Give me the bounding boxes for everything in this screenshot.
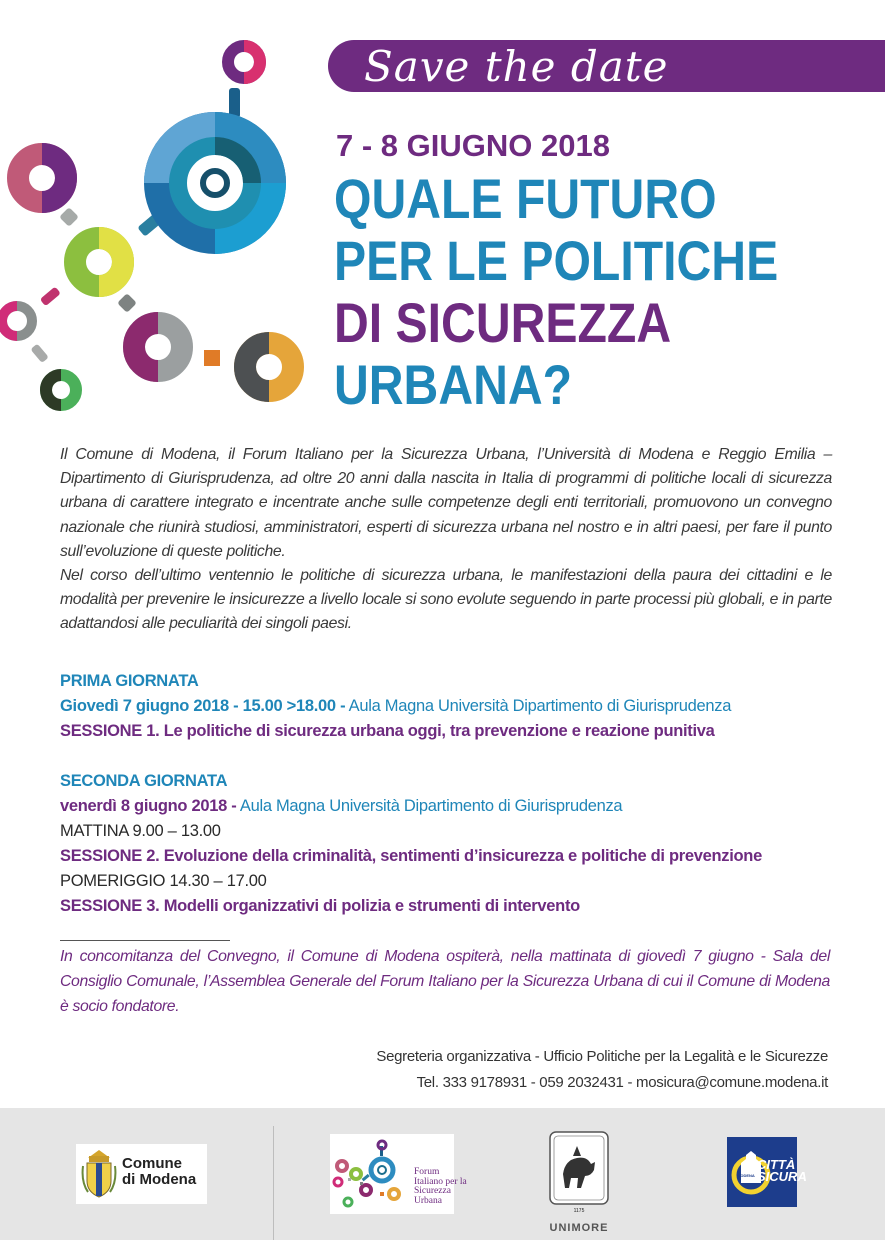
citta-logo-line: CITTÀ <box>757 1157 796 1172</box>
forum-logo-line: Urbana <box>414 1195 442 1206</box>
citta-logo-text <box>757 1159 807 1183</box>
citta-logo-line: SICURA <box>757 1169 807 1184</box>
unimore-text: UNIMORE <box>549 1222 609 1234</box>
divider <box>60 940 230 941</box>
day1-heading: PRIMA GIORNATA <box>60 672 199 690</box>
day1-schedule <box>60 669 860 744</box>
session1: SESSIONE 1. Le politiche di sicurezza urbana oggi, tra prevenzione e reazione punitiva <box>60 722 715 740</box>
day2-when-where <box>60 794 860 819</box>
event-title-line: QUALE FUTURO <box>334 167 717 230</box>
secretariat <box>376 1044 828 1096</box>
comune-logo-line: Comune <box>122 1155 182 1172</box>
day2-schedule <box>60 769 860 919</box>
forum-logo-text <box>414 1168 467 1206</box>
day1-where: Aula Magna Università Dipartimento di Giurisprudenza <box>348 697 732 715</box>
comune-logo-text <box>122 1156 196 1188</box>
intro-paragraph: Nel corso dell’ultimo ventennio le politiche di sicurezza urbana, le manifestazioni della paura dei cittadini e le modalità per prevenire le insicurezze a livello locale si sono evolute seguendo in parte processi più globali, e in parte adattandosi alle peculiarità dei singoli paesi. <box>60 567 832 633</box>
session3: SESSIONE 3. Modelli organizzativi di polizia e strumenti di intervento <box>60 897 580 915</box>
forum-logo-line: Forum <box>414 1167 440 1177</box>
event-title-line: DI SICUREZZA <box>334 291 672 354</box>
footer-divider <box>273 1126 274 1240</box>
comune-logo-line: di Modena <box>122 1171 197 1188</box>
molecule-graphic <box>0 0 330 420</box>
intro-paragraph: Il Comune di Modena, il Forum Italiano per la Sicurezza Urbana, l’Università di Modena e Reggio Emilia – Dipartimento di Giurisprudenza, ad oltre 20 anni dalla nascita in Italia di programmi di politiche locali di sicurezza urbana di carattere integrato e incentrate anche sulle competenze degli enti territoriali, promuovono un convegno nazionale che riunirà studiosi, amministratori, esperti di sicurezza urbana nel nostro e in altri paesi, per fare il punto sull’evoluzione di queste politiche. <box>60 446 832 560</box>
forum-logo <box>330 1134 467 1214</box>
day1-when: Giovedì 7 giugno 2018 - 15.00 >18.00 - <box>60 697 346 715</box>
intro-text <box>60 443 832 637</box>
event-title-line: URBANA? <box>334 353 573 416</box>
logo-footer <box>0 1108 885 1240</box>
assembly-note: In concomitanza del Convegno, il Comune di Modena ospiterà, nella mattinata di giovedì 7 giugno - Sala del Consiglio Comunale, l’Assemblea Generale del Forum Italiano per la Sicurezza Urbana di cui il Comune di Modena è socio fondatore. <box>60 948 830 1015</box>
secretariat-contacts: Tel. 333 9178931 - 059 2032431 - mosicura@comune.modena.it <box>416 1074 828 1091</box>
day2-heading: SECONDA GIORNATA <box>60 772 228 790</box>
forum-molecule-icon <box>332 1138 410 1210</box>
day1-when-where <box>60 694 860 719</box>
event-title <box>334 168 781 416</box>
citta-small-text: MODENA <box>737 1173 755 1178</box>
event-dates: 7 - 8 GIUGNO 2018 <box>336 128 610 163</box>
banner-text: Save the date <box>364 42 669 91</box>
unimore-logo <box>547 1130 611 1240</box>
unimore-seal-icon <box>547 1130 611 1220</box>
forum-logo-line: Sicurezza <box>414 1186 451 1196</box>
day2-where: Aula Magna Università Dipartimento di Giurisprudenza <box>239 797 623 815</box>
comune-modena-crest-icon <box>80 1148 118 1200</box>
unimore-year: 1175 <box>573 1208 585 1214</box>
secretariat-office: Segreteria organizzativa - Ufficio Politiche per la Legalità e le Sicurezze <box>376 1048 828 1065</box>
afternoon-time: POMERIGGIO 14.30 – 17.00 <box>60 872 267 890</box>
day2-when: venerdì 8 giugno 2018 - <box>60 797 237 815</box>
session2: SESSIONE 2. Evoluzione della criminalità, sentimenti d’insicurezza e politiche di prevenzione <box>60 847 762 865</box>
morning-time: MATTINA 9.00 – 13.00 <box>60 822 221 840</box>
save-the-date-banner <box>328 40 885 92</box>
comune-modena-logo <box>76 1144 207 1204</box>
forum-logo-line: Italiano per la <box>414 1176 467 1187</box>
citta-sicura-logo <box>727 1137 807 1207</box>
event-title-line: PER LE POLITICHE <box>334 229 779 292</box>
